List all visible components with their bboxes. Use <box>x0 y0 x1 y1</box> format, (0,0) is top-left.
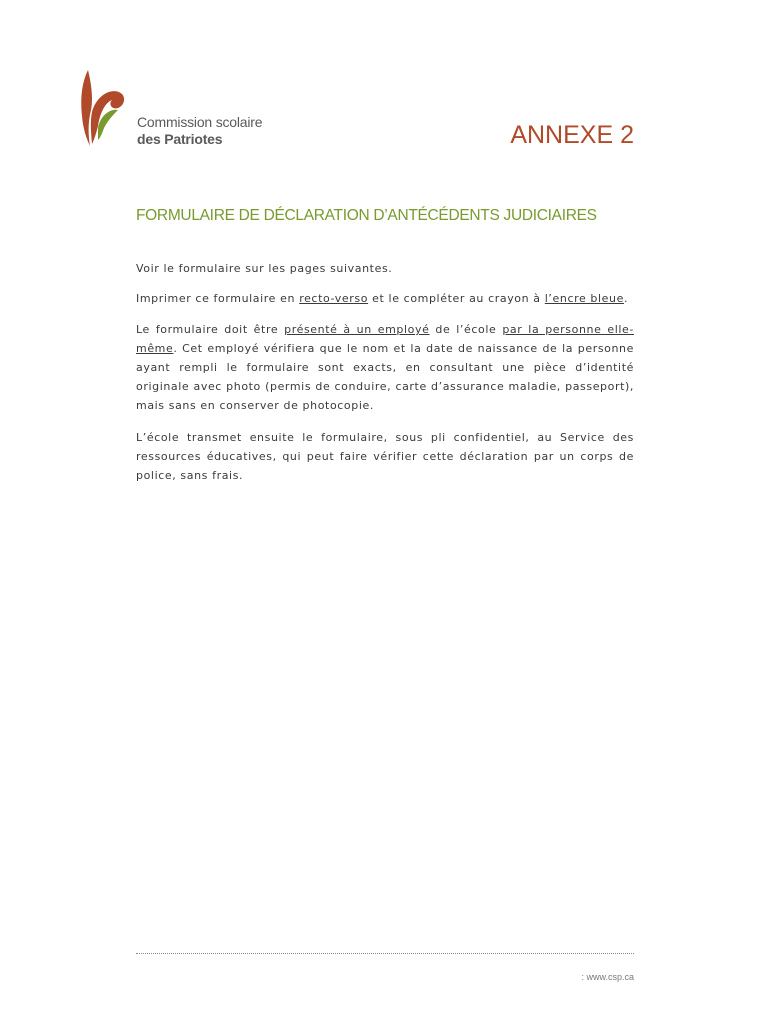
emphasis-presented-to-employee: présenté à un employé <box>284 323 430 336</box>
logo-leaf-green <box>98 110 118 140</box>
footer-divider <box>136 953 634 954</box>
emphasis-recto-verso: recto-verso <box>299 292 369 305</box>
org-name-line2: des Patriotes <box>137 131 223 147</box>
paragraph-presentation <box>136 320 634 415</box>
org-logo <box>78 68 128 148</box>
emphasis-blue-ink: l’encre bleue <box>544 292 624 305</box>
paragraph-transmission: L’école transmet ensuite le formulaire, sous pli confidentiel, au Service des ressources éducatives, qui peut faire vérifier cette déclaration par un corps de police, sans frais. <box>136 431 634 482</box>
form-title: FORMULAIRE DE DÉCLARATION D’ANTÉCÉDENTS JUDICIAIRES <box>136 207 597 224</box>
text-run: . Cet employé vérifiera que le nom et la date de naissance de la personne ayant rempli le formulaire sont exacts, en consultant une pièce d’identité originale avec photo (permis de conduire, carte d’assurance maladie, passeport), mais sans en conserver de photocopie. <box>136 342 634 412</box>
emphasis-by-person-self: par la personne elle-même <box>136 323 634 355</box>
org-name <box>137 114 262 148</box>
text-run: Imprimer ce formulaire en <box>136 292 300 305</box>
text-run: Le formulaire doit être <box>136 323 285 336</box>
org-name-line1: Commission scolaire <box>137 114 263 130</box>
paragraph-print-instructions <box>136 289 634 308</box>
logo-stem <box>81 70 92 146</box>
text-run: et le compléter au crayon à <box>368 292 545 305</box>
text-run: . <box>623 292 629 305</box>
annexe-label: ANNEXE 2 <box>510 121 634 149</box>
paragraph-see-form: Voir le formulaire sur les pages suivantes. <box>136 262 393 275</box>
footer-url: : www.csp.ca <box>581 972 634 982</box>
text-run: de l’école <box>429 323 503 336</box>
